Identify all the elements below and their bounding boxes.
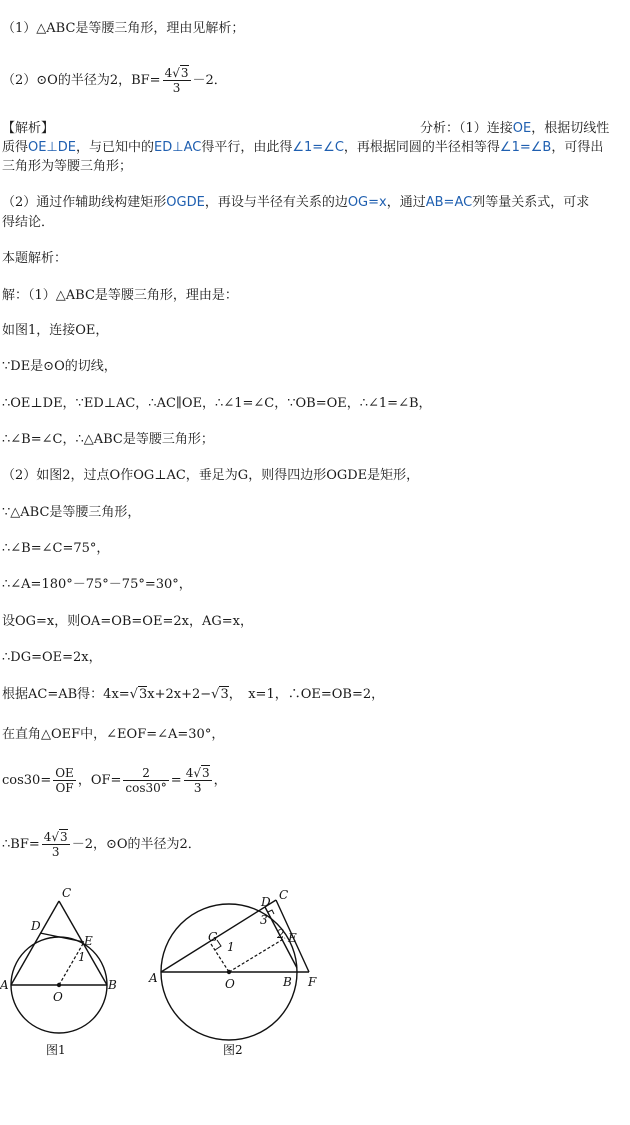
solution-step-14: cos30= $\frac{OE}{OF}$ ，OF= $\frac{2}{\cos 30^\circ}$ = $\frac{4√3}{3}$ ， [2, 766, 227, 795]
fig1-label-D: D [31, 919, 41, 933]
solution-step-15: ∴BF= $\frac{4√3}{3}$ －2，⊙O的半径为2． [2, 830, 201, 859]
solution-step-1: 解：（1）△ABC是等腰三角形，理由是： [2, 288, 238, 303]
fig2-label-3: 3 [260, 913, 268, 927]
fig2-label-B: B [283, 975, 292, 989]
answer-line-2-text: （2）⊙O的半径为2，BF= [2, 73, 161, 88]
fig1-label-1: 1 [78, 950, 86, 964]
fig2-label-C: C [279, 888, 289, 902]
solution-step-11: ∴DG=OE=2x， [2, 650, 102, 665]
figure-2 [147, 888, 327, 1060]
solution-step-3: ∵DE是⊙O的切线， [2, 359, 117, 374]
bf-fraction: $\frac{4√3}{3}$ [164, 66, 189, 95]
answer-line-2: （2）⊙O的半径为2，BF= $\frac{4√3}{3}$ －2． [2, 66, 227, 95]
fig2-label-F: F [308, 975, 317, 989]
jiexi-heading: 【解析】 [2, 121, 55, 136]
fig2-label-G: G [208, 930, 218, 944]
solution-step-12: 根据AC=AB得：4x=√3x+2x+2−√3， x=1，∴OE=OB=2， [2, 687, 385, 702]
fig2-label-O: O [225, 977, 235, 991]
solution-step-6: （2）如图2，过点O作OG⊥AC，垂足为G，则得四边形OGDE是矩形， [2, 468, 420, 483]
solution-step-7: ∵△ABC是等腰三角形， [2, 505, 141, 520]
analysis-line-4: （2）通过作辅助线构建矩形OGDE，再设与半径有关系的边OG=x，通过AB=AC列等量关系式，可求 [2, 195, 590, 210]
fig2-label-A: A [149, 971, 158, 985]
cos-ratio-fraction: $\frac{OE}{OF}$ [55, 766, 74, 795]
figure-1 [0, 888, 130, 1060]
fig2-label-2: 2 [277, 927, 285, 941]
analysis-line-5: 得结论． [2, 215, 55, 230]
solution-step-4: ∴OE⊥DE，∵ED⊥AC，∴AC∥OE，∴∠1=∠C，∵OB=OE，∴∠1=∠B， [2, 396, 432, 411]
fig2-caption: 图2 [223, 1043, 243, 1057]
analysis-line-1: 分析：（1）连接OE，根据切线性 [420, 121, 610, 136]
solution-step-2: 如图1，连接OE， [2, 323, 109, 338]
fig1-label-C: C [62, 888, 72, 900]
fig1-label-A: A [0, 978, 9, 992]
fig2-label-D: D [261, 895, 271, 909]
fig1-caption: 图1 [46, 1043, 66, 1057]
answer-line-1: （1）△ABC是等腰三角形，理由见解析； [2, 21, 245, 36]
solution-step-5: ∴∠B=∠C，∴△ABC是等腰三角形； [2, 432, 214, 447]
of-value-fraction: $\frac{4√3}{3}$ [185, 766, 210, 795]
solution-step-10: 设OG=x，则OA=OB=OE=2x，AG=x， [2, 614, 253, 629]
fig1-label-O: O [53, 990, 63, 1004]
fig2-label-1: 1 [227, 940, 235, 954]
solution-step-13: 在直角△OEF中，∠EOF=∠A=30°， [2, 727, 225, 742]
solution-step-9: ∴∠A=180°－75°－75°=30°， [2, 577, 192, 592]
fig1-label-E: E [84, 934, 93, 948]
fig1-label-B: B [108, 978, 117, 992]
fig2-label-E: E [288, 931, 297, 945]
solution-step-8: ∴∠B=∠C=75°， [2, 541, 110, 556]
analysis-line-3: 三角形为等腰三角形； [2, 159, 133, 174]
of-fraction: $\frac{2}{\cos 30^\circ}$ [125, 766, 167, 795]
solution-heading: 本题解析： [2, 251, 68, 266]
bf-result-fraction: $\frac{4√3}{3}$ [43, 830, 68, 859]
analysis-line-2: 质得OE⊥DE，与已知中的ED⊥AC得平行，由此得∠1=∠C，再根据同圆的半径相等得∠1=∠B，可得出 [2, 140, 604, 155]
